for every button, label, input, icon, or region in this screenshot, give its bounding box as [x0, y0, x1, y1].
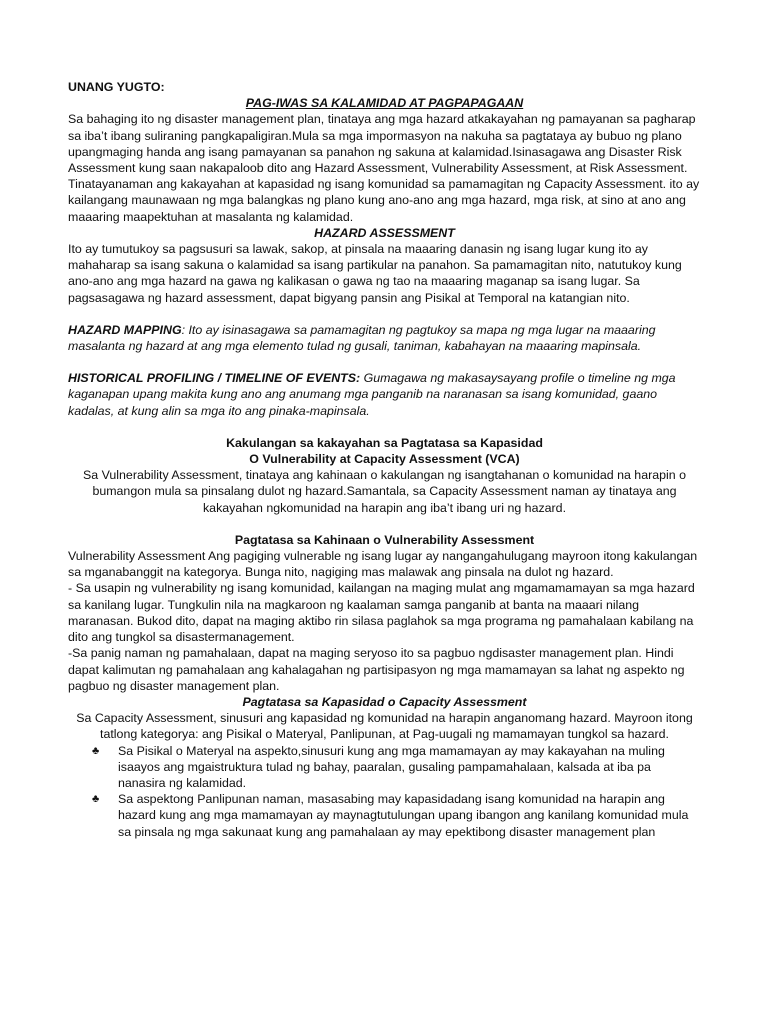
- vulnerability-title: Pagtatasa sa Kahinaan o Vulnerability Assessment: [234, 532, 535, 547]
- document-title: PAG-IWAS SA KALAMIDAD AT PAGPAPAGAAN: [245, 96, 524, 111]
- hazard-mapping-text: Ito ay isinasagawa sa pamamagitan ng pagtukoy sa mapa ng mga lugar na maaaring masalanta ng hazard at ang mga elemento tulad ng gusali, taniman, kabahayan na maaaring mapinsala.: [68, 322, 656, 354]
- vulnerability-paragraph-2: - Sa usapin ng vulnerability ng isang komunidad, kailangan na maging mulat ang mgamamamayan sa mga hazard sa kanilang lugar. Tungkulin nila na magkaroon ng kaalaman samga panganib at banta na maaari nilang maranasan. Bukod dito, dapat na maging aktibo rin silasa paglahok sa mga programa ng pamahalaan kabilang na dito ang tungkol sa disastermanagement.: [68, 581, 695, 645]
- capacity-title: Pagtatasa sa Kapasidad o Capacity Assessment: [242, 694, 527, 709]
- vca-title-line-2: O Vulnerability at Capacity Assessment (VCA): [249, 452, 520, 467]
- document-body: [68, 79, 701, 840]
- hazard-mapping-label: HAZARD MAPPING: [68, 322, 182, 337]
- intro-paragraph: Sa bahaging ito ng disaster management plan, tinataya ang mga hazard atkakayahan ng pamayanan sa pagharap sa iba’t ibang suliraning pangkapaligiran.Mula sa mga impormasyon na nakuha sa pagtataya ay bubuo ng plano upangmaging handa ang isang pamayanan sa panahon ng sakuna at kalamidad.Isinasagawa ang Disaster Risk Assessment kung saan nakapaloob dito ang Hazard Assessment, Vulnerability Assessment, at Risk Assessment. Tinatayanaman ang kakayahan at kapasidad ng isang komunidad sa pamamagitan ng Capacity Assessment. ito ay kailangang maunawaan ng mga balangkas ng plano kung ano-ano ang mga hazard, mga risk, at sino at ano ang maaaring maapektuhan at masalanta ng kalamidad.: [68, 112, 700, 224]
- list-item: [68, 743, 701, 792]
- capacity-paragraph: Sa Capacity Assessment, sinusuri ang kapasidad ng komunidad na harapin anganomang hazard. Mayroon itong tatlong kategorya: ang Pisikal o Materyal, Panlipunan, at Pag-uugali ng mamamayan tungkol sa hazard.: [76, 711, 693, 742]
- vulnerability-paragraph-3: -Sa panig naman ng pamahalaan, dapat na maging seryoso ito sa pagbuo ngdisaster management plan. Hindi dapat kalimutan ng pamahalaan ang kahalagahan ng partisipasyon ng mga mamamayan sa lahat ng aspekto ng pagbuo ng disaster management plan.: [68, 646, 685, 693]
- vca-title-line-1: Kakulangan sa kakayahan sa Pagtatasa sa Kapasidad: [226, 435, 543, 450]
- hazard-mapping-paragraph: [68, 322, 701, 354]
- vulnerability-paragraph-1: Vulnerability Assessment Ang pagiging vulnerable ng isang lugar ay nangangahulugang mayroon itong kakulangan sa mganabanggit na kategorya. Bunga nito, nagiging mas malawak ang pinsala na dulot ng hazard.: [68, 549, 698, 580]
- historical-profiling-paragraph: [68, 370, 701, 419]
- club-bullet-icon: ♣: [92, 744, 100, 757]
- vca-paragraph: Sa Vulnerability Assessment, tinataya ang kahinaan o kakulangan ng isangtahanan o komunidad na harapin o bumangon mula sa pinsalang dulot ng hazard.Samantala, sa Capacity Assessment naman ay tinataya ang kakayahan ngkomunidad na harapin ang iba’t ibang uri ng hazard.: [83, 468, 686, 515]
- section-heading: UNANG YUGTO:: [68, 80, 165, 94]
- list-item: [68, 791, 701, 840]
- hazard-assessment-paragraph: Ito ay tumutukoy sa pagsusuri sa lawak, sakop, at pinsala na maaaring danasin ng isang lugar kung ito ay mahaharap sa isang sakuna o kalamidad sa isang partikular na panahon. Sa pamamagitan nito, natutukoy kung ano-ano ang mga hazard na gawa ng kalikasan o gawa ng tao na maaaring maganap sa isang lugar. Sa pagsasagawa ng hazard assessment, dapat bigyang pansin ang Pisikal at Temporal na katangian nito.: [68, 242, 682, 305]
- historical-profiling-text: Gumagawa ng makasaysayang profile o timeline ng mga kaganapan upang makita kung ano ang anumang mga panganib na naranasan sa isang komunidad, gaano kadalas, at kung alin sa mga ito ang pinaka-mapinsala.: [68, 371, 676, 418]
- club-bullet-icon: ♣: [92, 793, 100, 806]
- list-item-text: Sa aspektong Panlipunan naman, masasabing may kapasidadang isang komunidad na harapin ang hazard kung ang mga mamamayan ay maynagtutulungan upang ibangon ang kanilang komunidad mula sa pinsala ng mga sakunaat kung ang pamahalaan ay may epektibong disaster management plan: [118, 792, 689, 839]
- capacity-bullet-list: [68, 743, 701, 840]
- hazard-mapping-colon: :: [181, 322, 186, 337]
- list-item-text: Sa Pisikal o Materyal na aspekto,sinusuri kung ang mga mamamayan ay may kakayahan na muling isaayos ang mgaistruktura tulad ng bahay, paaralan, gusaling pampamahalaan, kalsada at iba pa nanasira ng kalamidad.: [118, 743, 665, 790]
- hazard-assessment-title: HAZARD ASSESSMENT: [314, 225, 455, 240]
- historical-profiling-label: HISTORICAL PROFILING / TIMELINE OF EVENTS:: [68, 371, 361, 386]
